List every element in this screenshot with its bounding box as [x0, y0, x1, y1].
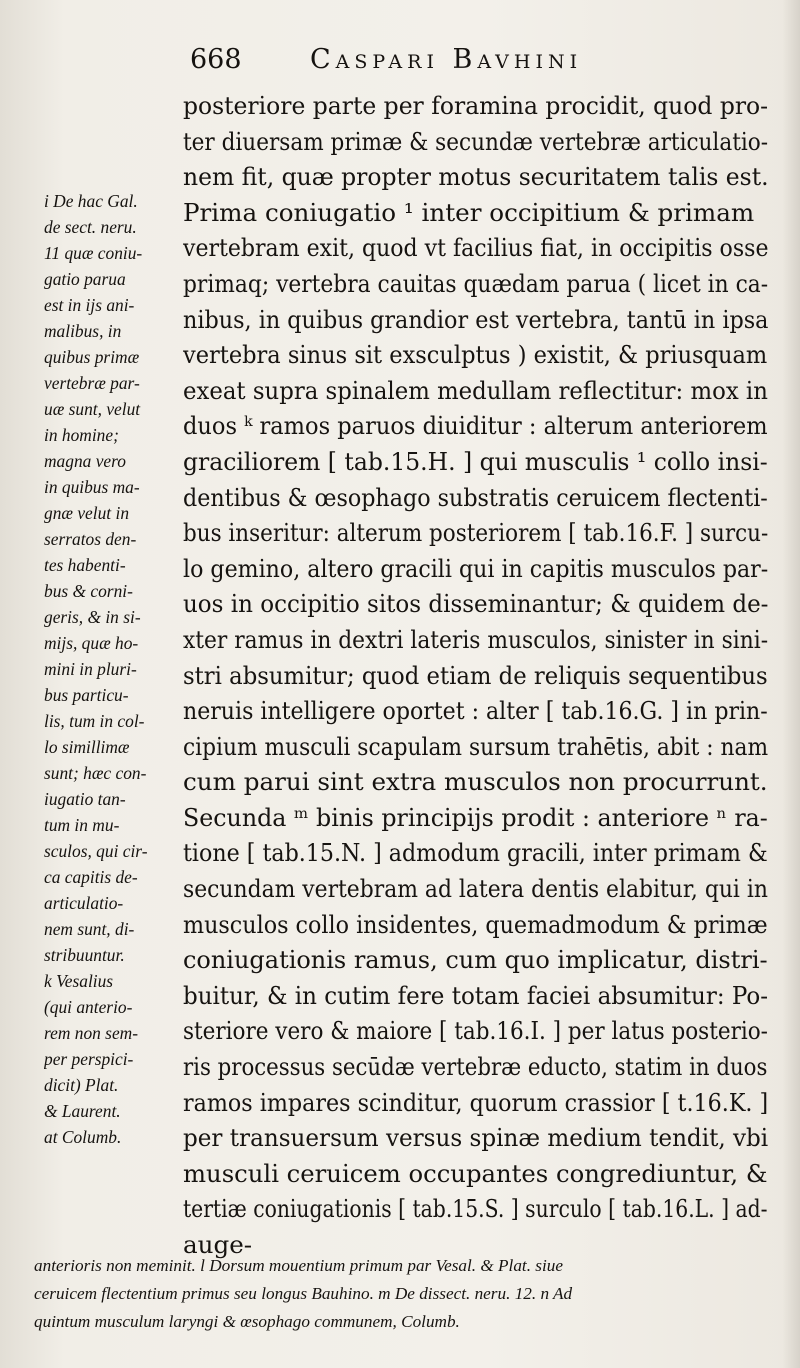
margin-note-line: ca capitis de-	[44, 867, 138, 887]
margin-note-line: dicit) Plat.	[44, 1075, 119, 1095]
main-text-line: graciliorem [ tab.15.H. ] qui musculis ¹ collo insi-	[183, 446, 768, 476]
footnote-line: anterioris non meminit. l Dorsum mouentium primum par Vesal. & Plat. siue	[34, 1256, 563, 1275]
main-text-line: nibus, in quibus grandior est vertebra, tantū in ipsa	[183, 304, 769, 334]
main-text-line: bus inseritur: alterum posteriorem [ tab.16.F. ] surcu-	[183, 518, 768, 548]
footnotes	[34, 1252, 774, 1336]
margin-note-line: serratos den-	[44, 529, 137, 549]
margin-note-line: iugatio tan-	[44, 789, 126, 809]
main-text-line: ramos impares scinditur, quorum crassior [ t.16.K. ]	[183, 1087, 769, 1117]
margin-note-line: lo simillimæ	[44, 737, 130, 757]
margin-note-line: i De hac Gal.	[44, 191, 138, 211]
main-text-line: buitur, & in cutim fere totam faciei absumitur: Po-	[183, 980, 769, 1010]
main-text-line: duos ᵏ ramos paruos diuiditur : alterum anteriorem	[183, 411, 768, 441]
main-text-line: posteriore parte per foramina procidit, quod pro-	[183, 91, 769, 120]
main-text-line: primaq; vertebra cauitas quædam parua ( licet in ca-	[183, 268, 768, 298]
main-text-column	[183, 88, 768, 1263]
margin-note-line: stribuuntur.	[44, 945, 125, 965]
margin-note-line: in quibus ma-	[44, 477, 140, 497]
margin-note-line: tum in mu-	[44, 815, 120, 835]
margin-note-line: mijs, quæ ho-	[44, 633, 139, 653]
margin-note-line: & Laurent.	[44, 1101, 121, 1121]
main-text-line: lo gemino, altero gracili qui in capitis musculos par-	[183, 553, 769, 583]
main-text-line: cipium musculi scapulam sursum trahētis, abit : nam	[183, 731, 769, 761]
main-text-line: secundam vertebram ad latera dentis elabitur, qui in	[183, 874, 768, 904]
footnote-line: ceruicem flectentium primus seu longus Bauhino. m De dissect. neru. 12. n Ad	[34, 1284, 573, 1303]
main-text-line: steriore vero & maiore [ tab.16.I. ] per latus posterio-	[183, 1016, 768, 1046]
margin-note-line: bus & corni-	[44, 581, 133, 601]
margin-note-line: rem non sem-	[44, 1023, 139, 1043]
margin-note-line: vertebræ par-	[44, 373, 140, 393]
margin-note-line: nem sunt, di-	[44, 919, 135, 939]
margin-note-line: sunt; hæc con-	[44, 763, 147, 783]
margin-note-line: gatio parua	[44, 269, 126, 289]
margin-note-line: est in ijs ani-	[44, 295, 135, 315]
margin-notes	[44, 188, 184, 1176]
margin-note-line: mini in pluri-	[44, 659, 137, 679]
footnote-line: quintum musculum laryngi & œsophago communem, Columb.	[34, 1312, 460, 1331]
main-text-line: auge-	[183, 1230, 253, 1259]
main-text-line: uos in occipitio sitos disseminantur; & quidem de-	[183, 589, 769, 619]
margin-note-line: per perspici-	[44, 1049, 134, 1069]
main-text-line: Prima coniugatio ¹ inter occipitium & primam	[183, 197, 755, 227]
main-text-line: musculi ceruicem occupantes congrediuntur, &	[183, 1158, 768, 1188]
main-text-line: cum parui sint extra musculos non procurrunt.	[183, 767, 768, 797]
margin-note-line: de sect. neru.	[44, 217, 137, 237]
page-number: 668	[190, 44, 242, 75]
margin-note-line: uæ sunt, velut	[44, 399, 141, 419]
page-edge-shadow	[782, 0, 800, 1368]
main-text-line: nem fit, quæ propter motus securitatem talis est.	[183, 162, 769, 192]
margin-note-line: in homine;	[44, 425, 119, 445]
margin-note-line: lis, tum in col-	[44, 711, 145, 731]
main-text-line: stri absumitur; quod etiam de reliquis sequentibus	[183, 660, 768, 690]
margin-note-line: magna vero	[44, 451, 126, 471]
margin-note-line: at Columb.	[44, 1127, 122, 1147]
running-title: Caspari Bavhini	[310, 44, 583, 75]
margin-note-line: tes habenti-	[44, 555, 126, 575]
margin-note-line	[44, 1150, 184, 1176]
main-text-line: neruis intelligere oportet : alter [ tab.16.G. ] in prin-	[183, 696, 768, 726]
margin-note-line: k Vesalius	[44, 971, 114, 991]
main-text-line: tione [ tab.15.N. ] admodum gracili, inter primam &	[183, 838, 768, 868]
main-text-line: ris processus secūdæ vertebræ educto, statim in duos	[183, 1052, 768, 1082]
margin-note-line: 11 quæ coniu-	[44, 243, 143, 263]
margin-note-line: sculos, qui cir-	[44, 841, 148, 861]
main-text-line: per transuersum versus spinæ medium tendit, vbi	[183, 1123, 769, 1153]
main-text-line: ter diuersam primæ & secundæ vertebræ articulatio-	[183, 126, 768, 156]
main-text-line: tertiæ coniugationis [ tab.15.S. ] surculo [ tab.16.L. ] ad-	[183, 1194, 768, 1224]
margin-note-line: articulatio-	[44, 893, 124, 913]
main-text-line: vertebra sinus sit exsculptus ) existit, & priusquam	[183, 340, 768, 370]
main-text-line: musculos collo insidentes, quemadmodum & primæ	[183, 909, 768, 939]
margin-note-line: gnæ velut in	[44, 503, 130, 523]
main-text-line: exeat supra spinalem medullam reflectitur: mox in	[183, 375, 768, 405]
margin-note-line: bus particu-	[44, 685, 129, 705]
margin-note-line: (qui anterio-	[44, 997, 133, 1017]
main-text-line: dentibus & œsophago substratis ceruicem flectenti-	[183, 482, 768, 512]
running-header	[180, 40, 780, 84]
margin-note-line: quibus primæ	[44, 347, 140, 367]
main-text-line: Secunda ᵐ binis principijs prodit : anteriore ⁿ ra-	[183, 802, 768, 832]
margin-note-line: geris, & in si-	[44, 607, 141, 627]
margin-note-line: malibus, in	[44, 321, 122, 341]
main-text-line: coniugationis ramus, cum quo implicatur, distri-	[183, 945, 768, 975]
main-text-line: xter ramus in dextri lateris musculos, sinister in sini-	[183, 624, 768, 654]
main-text-line: vertebram exit, quod vt facilius fiat, in occipitis osse	[183, 233, 769, 263]
